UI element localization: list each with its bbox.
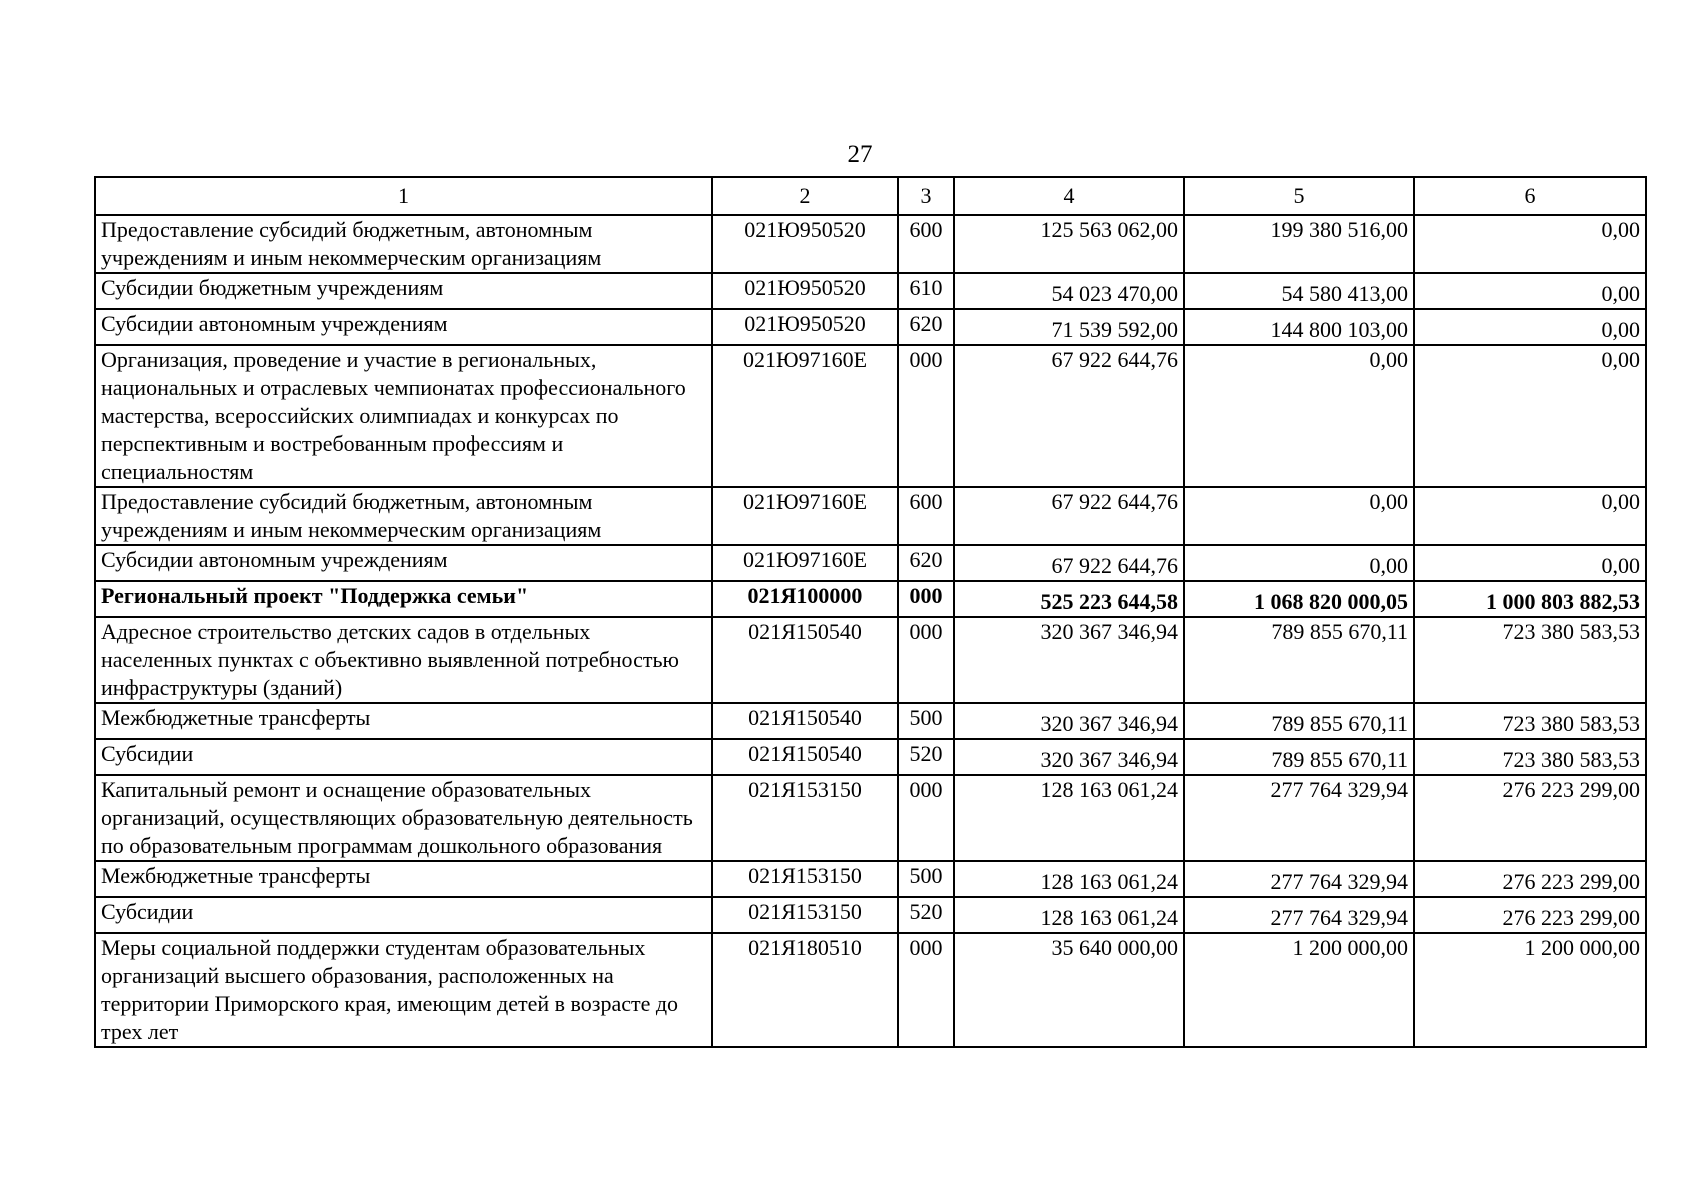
row-value-col5: 789 855 670,11 <box>1184 703 1414 739</box>
table-row <box>95 861 1646 897</box>
row-code-cell: 021Я153150 <box>712 861 898 897</box>
row-value-col5: 0,00 <box>1184 345 1414 487</box>
row-value-col4: 67 922 644,76 <box>954 545 1184 581</box>
row-value-col5: 0,00 <box>1184 545 1414 581</box>
table-row <box>95 545 1646 581</box>
table-row <box>95 739 1646 775</box>
row-name-cell: Субсидии <box>95 739 712 775</box>
table-row <box>95 775 1646 861</box>
row-value-col4: 320 367 346,94 <box>954 703 1184 739</box>
row-value-col5: 277 764 329,94 <box>1184 775 1414 861</box>
header-col-5: 5 <box>1184 177 1414 215</box>
row-type-cell: 600 <box>898 215 954 273</box>
row-value-col6: 276 223 299,00 <box>1414 897 1646 933</box>
row-name-cell: Межбюджетные трансферты <box>95 703 712 739</box>
row-name-cell: Капитальный ремонт и оснащение образовательных организаций, осуществляющих образовательную деятельность по образовательным программам дошкольного образования <box>95 775 712 861</box>
row-code-cell: 021Я100000 <box>712 581 898 617</box>
row-type-cell: 000 <box>898 345 954 487</box>
row-name-cell: Субсидии <box>95 897 712 933</box>
row-value-col5: 277 764 329,94 <box>1184 861 1414 897</box>
row-type-cell: 000 <box>898 933 954 1047</box>
row-value-col4: 54 023 470,00 <box>954 273 1184 309</box>
row-value-col6: 0,00 <box>1414 309 1646 345</box>
row-name-cell: Субсидии автономным учреждениям <box>95 309 712 345</box>
row-type-cell: 000 <box>898 775 954 861</box>
row-type-cell: 520 <box>898 897 954 933</box>
row-type-cell: 520 <box>898 739 954 775</box>
header-row <box>95 177 1646 215</box>
budget-table <box>94 176 1647 1048</box>
row-name-cell: Меры социальной поддержки студентам образовательных организаций высшего образования, расположенных на территории Приморского края, имеющим детей в возрасте до трех лет <box>95 933 712 1047</box>
table-row <box>95 487 1646 545</box>
row-value-col5: 199 380 516,00 <box>1184 215 1414 273</box>
row-code-cell: 021Я180510 <box>712 933 898 1047</box>
table-row <box>95 897 1646 933</box>
row-code-cell: 021Ю97160Е <box>712 345 898 487</box>
row-value-col6: 723 380 583,53 <box>1414 617 1646 703</box>
row-type-cell: 000 <box>898 617 954 703</box>
row-name-cell: Субсидии автономным учреждениям <box>95 545 712 581</box>
row-type-cell: 620 <box>898 309 954 345</box>
row-code-cell: 021Ю950520 <box>712 273 898 309</box>
row-value-col5: 0,00 <box>1184 487 1414 545</box>
header-col-6: 6 <box>1414 177 1646 215</box>
row-value-col4: 320 367 346,94 <box>954 739 1184 775</box>
row-code-cell: 021Ю950520 <box>712 215 898 273</box>
page-number: 27 <box>847 141 873 168</box>
row-code-cell: 021Ю97160Е <box>712 545 898 581</box>
row-type-cell: 620 <box>898 545 954 581</box>
row-value-col4: 67 922 644,76 <box>954 487 1184 545</box>
row-value-col5: 144 800 103,00 <box>1184 309 1414 345</box>
row-code-cell: 021Я150540 <box>712 617 898 703</box>
table-row <box>95 273 1646 309</box>
row-value-col4: 71 539 592,00 <box>954 309 1184 345</box>
row-type-cell: 000 <box>898 581 954 617</box>
row-name-cell: Организация, проведение и участие в региональных, национальных и отраслевых чемпионатах профессионального мастерства, всероссийских олимпиадах и конкурсах по перспективным и востребованным профессиям и специальностям <box>95 345 712 487</box>
row-name-cell: Предоставление субсидий бюджетным, автономным учреждениям и иным некоммерческим организациям <box>95 215 712 273</box>
row-name-cell: Межбюджетные трансферты <box>95 861 712 897</box>
header-col-3: 3 <box>898 177 954 215</box>
row-value-col5: 789 855 670,11 <box>1184 739 1414 775</box>
row-value-col6: 1 200 000,00 <box>1414 933 1646 1047</box>
table-row <box>95 617 1646 703</box>
row-value-col4: 320 367 346,94 <box>954 617 1184 703</box>
row-value-col5: 54 580 413,00 <box>1184 273 1414 309</box>
row-value-col4: 125 563 062,00 <box>954 215 1184 273</box>
row-value-col5: 1 200 000,00 <box>1184 933 1414 1047</box>
row-value-col5: 1 068 820 000,05 <box>1184 581 1414 617</box>
row-value-col6: 723 380 583,53 <box>1414 703 1646 739</box>
table-row <box>95 581 1646 617</box>
row-value-col6: 276 223 299,00 <box>1414 775 1646 861</box>
table-row <box>95 215 1646 273</box>
row-value-col6: 723 380 583,53 <box>1414 739 1646 775</box>
row-code-cell: 021Я150540 <box>712 703 898 739</box>
row-value-col4: 128 163 061,24 <box>954 897 1184 933</box>
table-row <box>95 345 1646 487</box>
row-value-col6: 0,00 <box>1414 487 1646 545</box>
row-value-col5: 277 764 329,94 <box>1184 897 1414 933</box>
row-name-cell: Субсидии бюджетным учреждениям <box>95 273 712 309</box>
row-value-col6: 0,00 <box>1414 345 1646 487</box>
table-row <box>95 703 1646 739</box>
row-code-cell: 021Я153150 <box>712 775 898 861</box>
row-type-cell: 610 <box>898 273 954 309</box>
header-col-1: 1 <box>95 177 712 215</box>
row-value-col4: 67 922 644,76 <box>954 345 1184 487</box>
row-value-col6: 0,00 <box>1414 545 1646 581</box>
table-row <box>95 309 1646 345</box>
row-type-cell: 500 <box>898 861 954 897</box>
row-code-cell: 021Ю97160Е <box>712 487 898 545</box>
row-value-col6: 0,00 <box>1414 273 1646 309</box>
row-value-col4: 35 640 000,00 <box>954 933 1184 1047</box>
row-type-cell: 600 <box>898 487 954 545</box>
row-name-cell: Предоставление субсидий бюджетным, автономным учреждениям и иным некоммерческим организациям <box>95 487 712 545</box>
row-code-cell: 021Я150540 <box>712 739 898 775</box>
row-value-col4: 128 163 061,24 <box>954 861 1184 897</box>
row-type-cell: 500 <box>898 703 954 739</box>
row-value-col6: 1 000 803 882,53 <box>1414 581 1646 617</box>
header-col-2: 2 <box>712 177 898 215</box>
row-value-col6: 0,00 <box>1414 215 1646 273</box>
table-row <box>95 933 1646 1047</box>
header-col-4: 4 <box>954 177 1184 215</box>
row-value-col4: 128 163 061,24 <box>954 775 1184 861</box>
row-value-col4: 525 223 644,58 <box>954 581 1184 617</box>
row-name-cell: Региональный проект "Поддержка семьи" <box>95 581 712 617</box>
row-code-cell: 021Я153150 <box>712 897 898 933</box>
row-value-col6: 276 223 299,00 <box>1414 861 1646 897</box>
row-code-cell: 021Ю950520 <box>712 309 898 345</box>
row-value-col5: 789 855 670,11 <box>1184 617 1414 703</box>
row-name-cell: Адресное строительство детских садов в отдельных населенных пунктах с объективно выявленной потребностью инфраструктуры (зданий) <box>95 617 712 703</box>
